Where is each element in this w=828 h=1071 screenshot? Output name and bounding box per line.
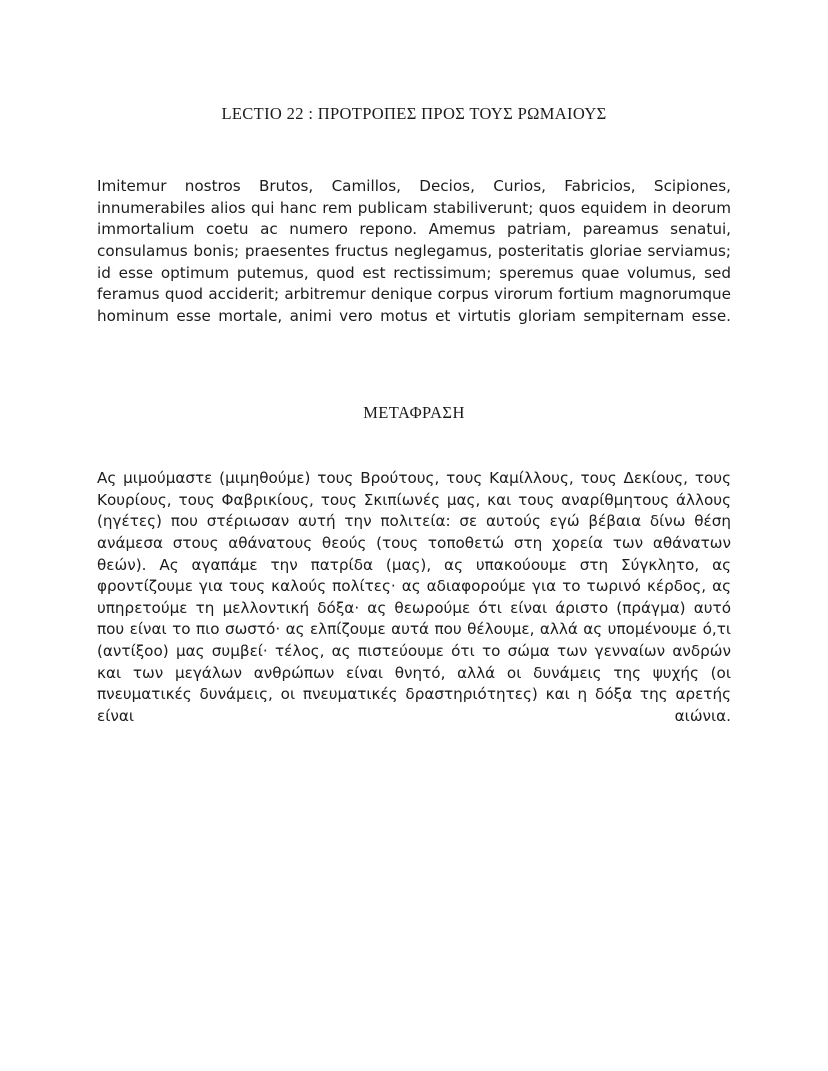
latin-source-paragraph: Imitemur nostros Brutos, Camillos, Decios, Curios, Fabricios, Scipiones, innumerabiles alios qui hanc rem publicam stabiliverunt; quos equidem in deorum immortalium coetu ac numero repono. Amemus patriam, pareamus senatui, consulamus bonis; praesentes fructus neglegamus, posteritatis gloriae serviamus; id esse optimum putemus, quod est rectissimum; speremus quae volumus, sed feramus quod acciderit; arbitremur denique corpus virorum fortium magnorumque hominum esse mortale, animi vero motus et virtutis gloriam sempiternam esse. [97, 177, 731, 325]
greek-translation-paragraph: Ας μιμούμαστε (μιμηθούμε) τους Βρούτους, τους Καμίλλους, τους Δεκίους, τους Κουρίους, τους Φαβρικίους, τους Σκιπίωνές μας, και τους αναρίθμητους άλλους (ηγέτες) που στέριωσαν αυτή την πολιτεία: σε αυτούς εγώ βέβαια δίνω θέση ανάμεσα στους αθάνατους θεούς (τους τοποθετώ στη χορεία των αθάνατων θεών). Ας αγαπάμε την πατρίδα (μας), ας υπακούουμε στη Σύγκλητο, ας φροντίζουμε για τους καλούς πολίτες· ας αδιαφορούμε για το τωρινό κέρδος, ας υπηρετούμε τη μελλοντική δόξα· ας θεωρούμε ότι είναι άριστο (πράγμα) αυτό που είναι το πιο σωστό· ας ελπίζουμε αυτά που θέλουμε, αλλά ας υπομένουμε ό,τι (αντίξοο) μας συμβεί· τέλος, ας πιστεύουμε ότι το σώμα των γενναίων ανδρών και των μεγάλων ανθρώπων είναι θνητό, αλλά οι δυνάμεις της ψυχής (οι πνευματικές δυνάμεις, οι πνευματικές δραστηριότητες) και η δόξα της αρετής είναι αιώνια. [97, 469, 731, 725]
translation-heading: ΜΕΤΑΦΡΑΣΗ [363, 402, 465, 422]
page-title: LECTIO 22 : ΠΡΟΤΡΟΠΕΣ ΠΡΟΣ ΤΟΥΣ ΡΩΜΑΙΟΥΣ [221, 104, 607, 124]
